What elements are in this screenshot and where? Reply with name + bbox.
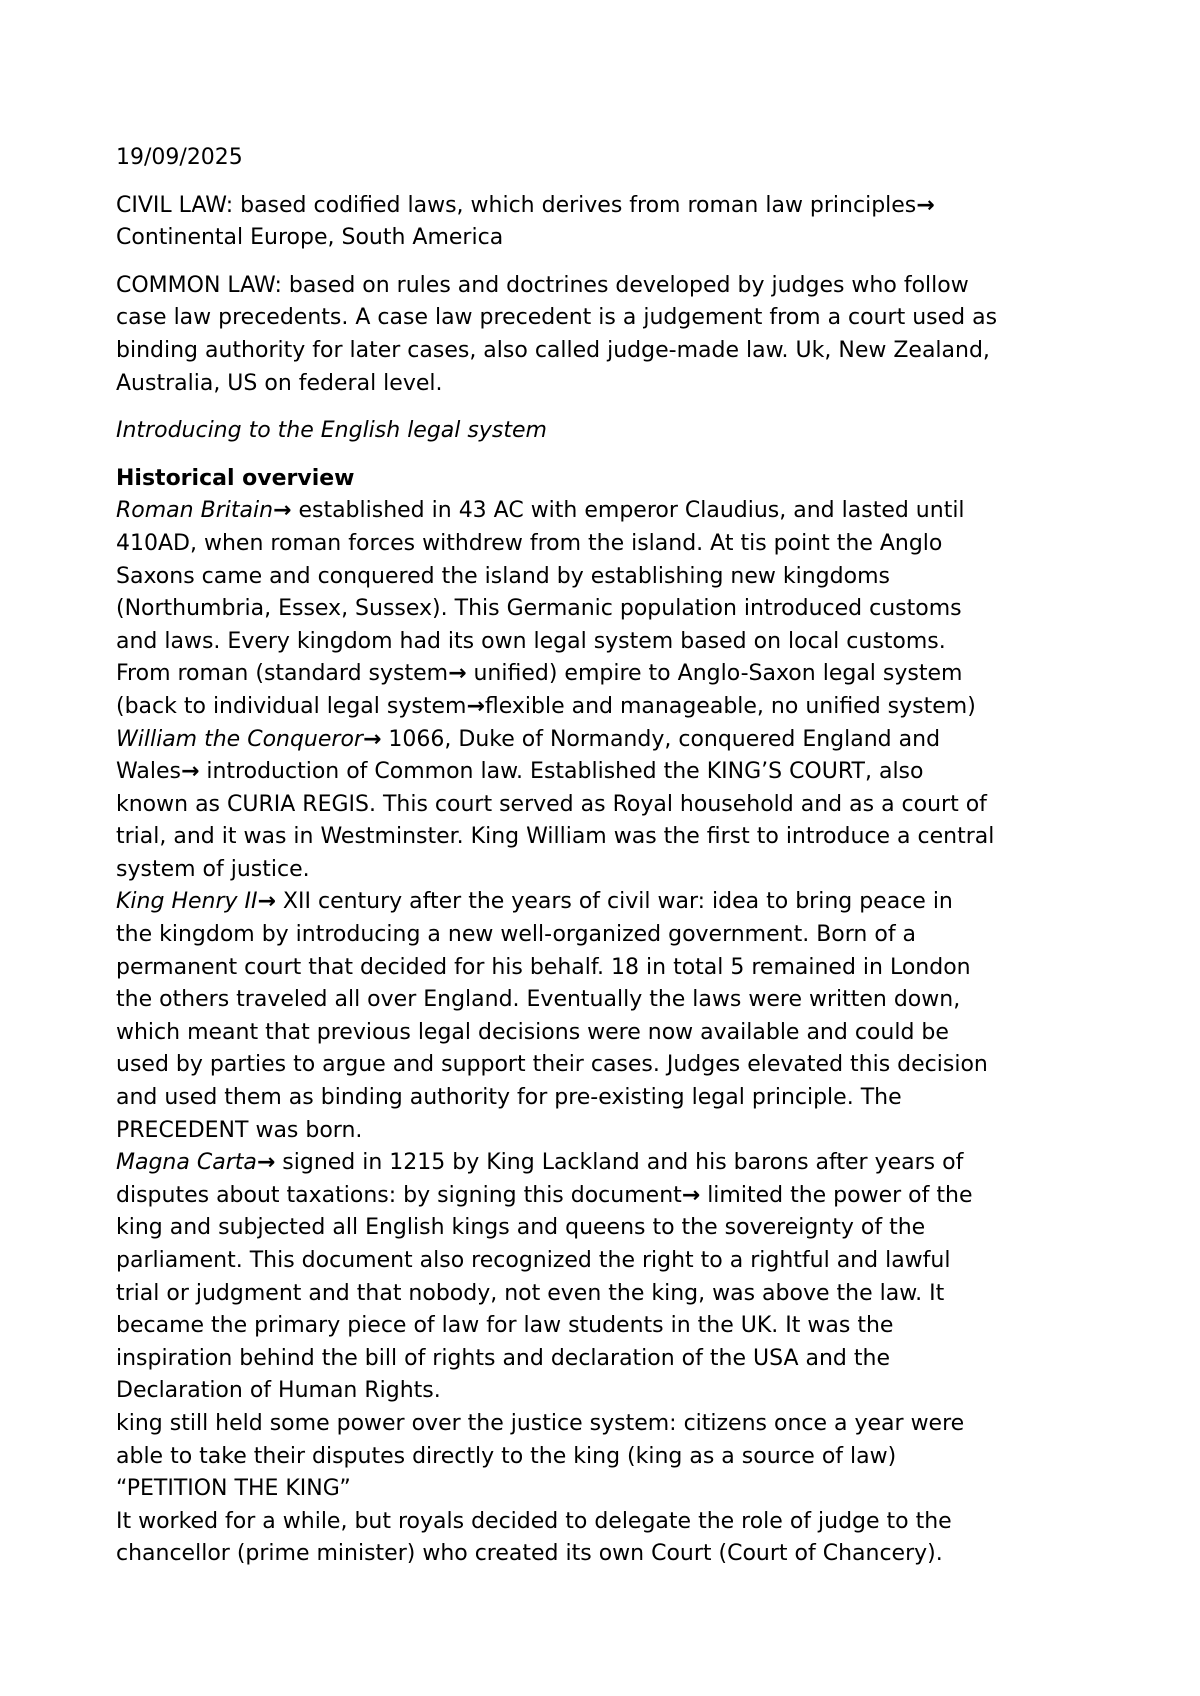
henry-section — [116, 886, 1116, 1147]
common-law-line: case law precedents. A case law precedent is a judgement from a court used as — [116, 305, 998, 331]
henry-line: which meant that previous legal decisions were now available and could be — [116, 1019, 949, 1045]
magna-term: Magna Carta — [116, 1150, 257, 1176]
roman-text: unified) empire to Anglo-Saxon legal system — [466, 661, 963, 687]
civil-law-line — [116, 190, 1116, 223]
petition-line: king still held some power over the justice system: citizens once a year were — [116, 1410, 965, 1436]
petition-line: able to take their disputes directly to the king (king as a source of law) — [116, 1443, 897, 1469]
magna-line: became the primary piece of law for law students in the UK. It was the — [116, 1313, 894, 1339]
william-line — [116, 756, 1116, 789]
henry-line: PRECEDENT was born. — [116, 1117, 363, 1143]
henry-term: King Henry II — [116, 889, 258, 915]
roman-text: (back to individual legal system — [116, 693, 467, 719]
henry-line: permanent court that decided for his behalf. 18 in total 5 remained in London — [116, 954, 971, 980]
common-law-line: COMMON LAW: based on rules and doctrines developed by judges who follow — [116, 272, 969, 298]
roman-britain-section — [116, 495, 1116, 723]
roman-line — [116, 658, 1116, 691]
common-law-paragraph — [116, 270, 1116, 400]
magna-line: trial or judgment and that nobody, not even the king, was above the law. It — [116, 1280, 945, 1306]
william-line: known as CURIA REGIS. This court served as Royal household and as a court of — [116, 791, 987, 817]
arrow-icon: → — [257, 889, 276, 915]
intro-heading: Introducing to the English legal system — [116, 418, 547, 444]
roman-line: and laws. Every kingdom had its own legal system based on local customs. — [116, 628, 946, 654]
roman-term: Roman Britain — [116, 498, 274, 524]
civil-law-text: CIVIL LAW: based codified laws, which derives from roman law principles — [116, 192, 917, 218]
magna-line: inspiration behind the bill of rights and declaration of the USA and the — [116, 1345, 890, 1371]
henry-line: and used them as binding authority for pre-existing legal principle. The — [116, 1085, 902, 1111]
henry-line: the others traveled all over England. Eventually the laws were written down, — [116, 987, 961, 1013]
roman-text: established in 43 AC with emperor Claudius, and lasted until — [291, 498, 965, 524]
william-text: Wales — [116, 759, 181, 785]
chancery-section — [116, 1506, 1116, 1571]
magna-carta-section — [116, 1147, 1116, 1408]
magna-line — [116, 1180, 1116, 1213]
arrow-icon: → — [466, 693, 485, 719]
magna-line: parliament. This document also recognized the right to a rightful and lawful — [116, 1248, 951, 1273]
magna-text: signed in 1215 by King Lackland and his barons after years of — [275, 1150, 964, 1176]
document-page — [116, 142, 1116, 1571]
arrow-icon: → — [362, 726, 382, 752]
arrow-icon: → — [180, 759, 200, 785]
roman-line: Saxons came and conquered the island by establishing new kingdoms — [116, 563, 890, 589]
common-law-line: binding authority for later cases, also called judge-made law. Uk, New Zealand, — [116, 337, 990, 363]
chancery-line: It worked for a while, but royals decided to delegate the role of judge to the — [116, 1508, 952, 1534]
chancery-line: chancellor (prime minister) who created its own Court (Court of Chancery). — [116, 1541, 943, 1567]
henry-line — [116, 886, 1116, 919]
common-law-line: Australia, US on federal level. — [116, 370, 443, 396]
roman-line: 410AD, when roman forces withdrew from the island. At tis point the Anglo — [116, 530, 943, 556]
overview-heading: Historical overview — [116, 465, 355, 491]
civil-law-line: Continental Europe, South America — [116, 225, 504, 251]
william-text: 1066, Duke of Normandy, conquered England and — [381, 726, 941, 752]
petition-section — [116, 1408, 1116, 1506]
civil-law-paragraph — [116, 190, 1116, 255]
arrow-icon: → — [916, 192, 935, 218]
roman-line — [116, 495, 1116, 528]
arrow-icon: → — [448, 661, 467, 687]
date-line: 19/09/2025 — [116, 145, 243, 170]
magna-text: limited the power of the — [700, 1182, 973, 1208]
magna-text: disputes about taxations: by signing this document — [116, 1182, 682, 1208]
petition-line: “PETITION THE KING” — [116, 1476, 351, 1502]
henry-line: used by parties to argue and support their cases. Judges elevated this decision — [116, 1052, 988, 1078]
william-line — [116, 724, 1116, 757]
henry-text: XII century after the years of civil war: idea to bring peace in — [275, 889, 953, 915]
roman-line — [116, 691, 1116, 724]
william-term: William the Conqueror — [116, 726, 363, 752]
magna-line: king and subjected all English kings and queens to the sovereignty of the — [116, 1215, 926, 1241]
roman-text: flexible and manageable, no unified system) — [484, 693, 976, 719]
arrow-icon: → — [681, 1182, 701, 1208]
magna-line — [116, 1147, 1116, 1180]
william-text: introduction of Common law. Established the KING’S COURT, also — [199, 759, 924, 785]
arrow-icon: → — [256, 1150, 276, 1176]
henry-line: the kingdom by introducing a new well-organized government. Born of a — [116, 922, 917, 948]
roman-line: (Northumbria, Essex, Sussex). This Germanic population introduced customs — [116, 596, 962, 622]
william-line: system of justice. — [116, 856, 310, 882]
william-section — [116, 724, 1116, 887]
roman-text: From roman (standard system — [116, 661, 449, 687]
william-line: trial, and it was in Westminster. King William was the first to introduce a central — [116, 824, 995, 850]
arrow-icon: → — [273, 498, 292, 524]
magna-line: Declaration of Human Rights. — [116, 1378, 441, 1404]
